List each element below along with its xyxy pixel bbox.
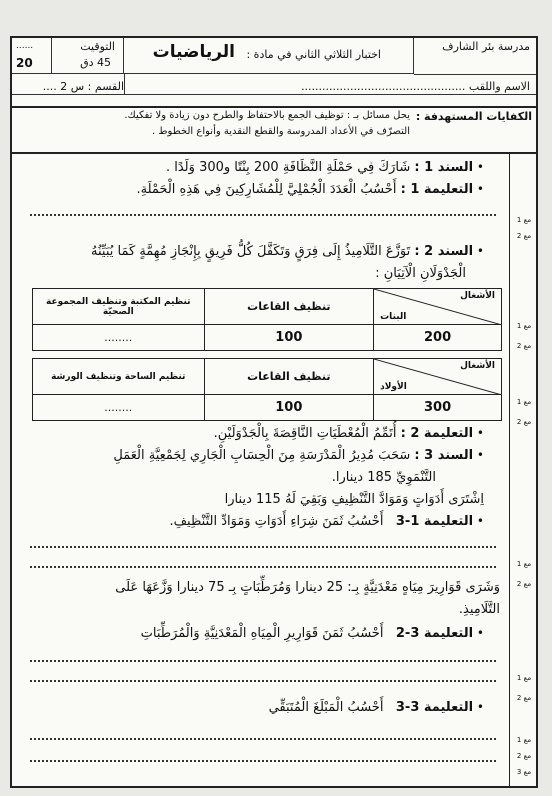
doc3-body-3: اِشْتَرَى أَدَوَاتٍ وَمَوَادَّ التَّنْظِيفِ وَبَقِيَ لَهُ 115 دينارا bbox=[224, 492, 484, 507]
subject: الرياضيات bbox=[152, 42, 235, 62]
task33-text: • التعليمة 3-3 أَحْسُبُ الْمَبْلَغَ الْمُتَبَقِّي bbox=[268, 700, 484, 715]
grade-mark-s31-1: مع 1 bbox=[516, 560, 532, 568]
task1-body: أَحْسُبُ الْعَدَدَ الْجُمْلِيَّ لِلْمُشَارِكِينَ فِي هَذِهِ الْحَمْلَةِ. bbox=[136, 182, 397, 197]
score-blank: ...... bbox=[16, 41, 34, 51]
task33-body: أَحْسُبُ الْمَبْلَغَ الْمُتَبَقِّي bbox=[268, 700, 384, 715]
competencies-line1: يحل مسائل بـ : توظيف الجمع بالاحتفاظ والطرح دون زيادة ولا تفكيك. bbox=[124, 110, 410, 121]
exam-header bbox=[12, 38, 536, 108]
doc1-label: السند 1 : bbox=[414, 160, 474, 175]
exam-title-box bbox=[124, 38, 414, 74]
grade-mark-s33-3: مع 3 bbox=[516, 768, 532, 776]
task33-label: التعليمة 3-3 bbox=[395, 700, 474, 715]
doc3-body-1: سَحَبَ مُدِيرُ الْمَدْرَسَةِ مِنَ الْحِسَابِ الْجَارِي لِجَمْعِيَّةِ الْعَمَلِ bbox=[113, 448, 411, 463]
girls-corner bbox=[374, 289, 502, 325]
task31-label: التعليمة 1-3 bbox=[395, 514, 474, 529]
girls-col2: تنظيف القاعات bbox=[204, 289, 374, 325]
school-name: مدرسة بئر الشارف bbox=[442, 40, 530, 53]
exam-title-prefix: اختبار الثلاثي الثاني في مادة : bbox=[246, 48, 381, 61]
answer-line-33a[interactable] bbox=[30, 738, 496, 740]
grading-column bbox=[509, 154, 536, 788]
girls-v3[interactable]: ........ bbox=[33, 325, 205, 351]
boys-corner bbox=[374, 359, 502, 395]
task31-text: • التعليمة 1-3 أَحْسُبُ ثَمَنَ شِرَاءِ أَدَوَاتِ وَمَوَادِّ التَّنْظِيفِ. bbox=[169, 514, 484, 529]
score-box bbox=[12, 38, 52, 74]
boys-v3[interactable]: ........ bbox=[33, 395, 205, 421]
grade-mark-s2a-2: مع 2 bbox=[516, 342, 532, 350]
boys-table bbox=[32, 358, 502, 421]
timing-value: 45 دق bbox=[80, 56, 111, 69]
task1-label: التعليمة 1 : bbox=[400, 182, 474, 197]
boys-col2: تنظيف القاعات bbox=[204, 359, 374, 395]
doc2-label: السند 2 : bbox=[414, 244, 474, 259]
task32-body: أَحْسُبُ ثَمَنَ قَوَارِيرِ الْمِيَاهِ الْمَعْدَنِيَّةِ وَالْمُرَطِّبَاتِ bbox=[140, 626, 384, 641]
doc2-text: • السند 2 : تَوَزَّعَ التَّلَامِيذُ إِلَى فِرَقٍ وَتَكَفَّلَ كُلُّ فَرِيقٍ بِإِنْجَازِ مُهِمَّةٍ كَمَا يُبَيِّنُهُ bbox=[91, 244, 484, 259]
boys-v1: 300 bbox=[374, 395, 502, 421]
exam-sheet bbox=[10, 36, 538, 788]
answer-line-31a[interactable] bbox=[30, 546, 496, 548]
doc2-body-2: الْجَدْوَلَانِ الْآتِيَانِ : bbox=[375, 266, 466, 281]
competencies-label: الكفايات المستهدفة : bbox=[415, 110, 532, 123]
school-box bbox=[414, 38, 536, 75]
doc3-body-2: التَّنْمَوِيِّ 185 دينارا. bbox=[331, 470, 436, 485]
boys-v2: 100 bbox=[204, 395, 374, 421]
answer-line-32b[interactable] bbox=[30, 680, 496, 682]
task2-label: التعليمة 2 : bbox=[400, 426, 474, 441]
grade-mark-s1-2: مع 2 bbox=[516, 232, 532, 240]
task1-text: • التعليمة 1 : أَحْسُبُ الْعَدَدَ الْجُمْلِيَّ لِلْمُشَارِكِينَ فِي هَذِهِ الْحَمْلَةِ. bbox=[136, 182, 484, 197]
purchase-line-1: وَشَرَى قَوَارِيرَ مِيَاهٍ مَعْدَنِيَّةٍ بِـ: 25 دينارا وَمُرَطِّبَاتٍ بِـ 75 دينارا وَزَّعَهَا عَلَى bbox=[115, 580, 500, 595]
girls-col3: تنظيم المكتبة وتنظيف المجموعة الصحيّة bbox=[33, 289, 205, 325]
score-total: 20 bbox=[16, 56, 33, 70]
task32-label: التعليمة 3-2 bbox=[395, 626, 474, 641]
task32-text: • التعليمة 3-2 أَحْسُبُ ثَمَنَ قَوَارِيرِ الْمِيَاهِ الْمَعْدَنِيَّةِ وَالْمُرَطِّبَاتِ bbox=[140, 626, 484, 641]
boys-corner-bottom: الأولاد bbox=[380, 382, 407, 392]
girls-v2: 100 bbox=[204, 325, 374, 351]
girls-corner-top: الأشغال bbox=[460, 291, 495, 301]
grade-mark-s1-1: مع 1 bbox=[516, 216, 532, 224]
class-label: القسم : س 2 .... bbox=[42, 80, 124, 93]
grade-mark-s31-2: مع 2 bbox=[516, 580, 532, 588]
grade-mark-s33-1: مع 1 bbox=[516, 736, 532, 744]
boys-col3: تنظيم الساحة وتنظيف الورشة bbox=[33, 359, 205, 395]
timing-box bbox=[52, 38, 124, 74]
grade-mark-s32-1: مع 1 bbox=[516, 674, 532, 682]
grade-mark-s2b-2: مع 2 bbox=[516, 418, 532, 426]
purchase-line-2: التَّلَامِيذِ. bbox=[458, 602, 500, 617]
doc3-label: السند 3 : bbox=[414, 448, 474, 463]
task2-body: أُتَمِّمُ الْمُعْطَيَاتِ النَّاقِصَةَ بِالْجَدْوَلَيْنِ. bbox=[213, 426, 397, 441]
grade-mark-s33-2: مع 2 bbox=[516, 752, 532, 760]
grade-mark-s32-2: مع 2 bbox=[516, 694, 532, 702]
girls-corner-bottom: البنات bbox=[380, 312, 407, 322]
grade-mark-s2a-1: مع 1 bbox=[516, 322, 532, 330]
answer-line-1[interactable] bbox=[30, 214, 496, 216]
task2-text: • التعليمة 2 : أُتَمِّمُ الْمُعْطَيَاتِ النَّاقِصَةَ بِالْجَدْوَلَيْنِ. bbox=[213, 426, 484, 441]
task31-body: أَحْسُبُ ثَمَنَ شِرَاءِ أَدَوَاتِ وَمَوَادِّ التَّنْظِيفِ. bbox=[169, 514, 384, 529]
doc1-body: شَارَكَ فِي حَمْلَةِ النَّظَافَةِ 200 بِنْتًا و300 وَلَدًا . bbox=[165, 160, 411, 175]
girls-table bbox=[32, 288, 502, 351]
doc3-text: • السند 3 : سَحَبَ مُدِيرُ الْمَدْرَسَةِ مِنَ الْحِسَابِ الْجَارِي لِجَمْعِيَّةِ الْعَمَلِ bbox=[113, 448, 484, 463]
boys-corner-top: الأشغال bbox=[460, 361, 495, 371]
doc2-body-1: تَوَزَّعَ التَّلَامِيذُ إِلَى فِرَقٍ وَتَكَفَّلَ كُلُّ فَرِيقٍ بِإِنْجَازِ مُهِمَّةٍ كَمَا يُبَيِّنُهُ bbox=[91, 244, 411, 259]
answer-line-33b[interactable] bbox=[30, 760, 496, 762]
answer-line-31b[interactable] bbox=[30, 566, 496, 568]
answer-line-32a[interactable] bbox=[30, 660, 496, 662]
name-label: الاسم واللقب ............................................... bbox=[301, 80, 530, 93]
competencies bbox=[12, 106, 536, 154]
timing-label: التوقيت bbox=[80, 40, 115, 53]
doc1-text: • السند 1 : شَارَكَ فِي حَمْلَةِ النَّظَافَةِ 200 بِنْتًا و300 وَلَدًا . bbox=[165, 160, 484, 175]
competencies-line2: التصرّف في الأعداد المدروسة والقطع النقدية وأنواع الخطوط . bbox=[151, 126, 410, 137]
girls-v1: 200 bbox=[374, 325, 502, 351]
grade-mark-s2b-1: مع 1 bbox=[516, 398, 532, 406]
